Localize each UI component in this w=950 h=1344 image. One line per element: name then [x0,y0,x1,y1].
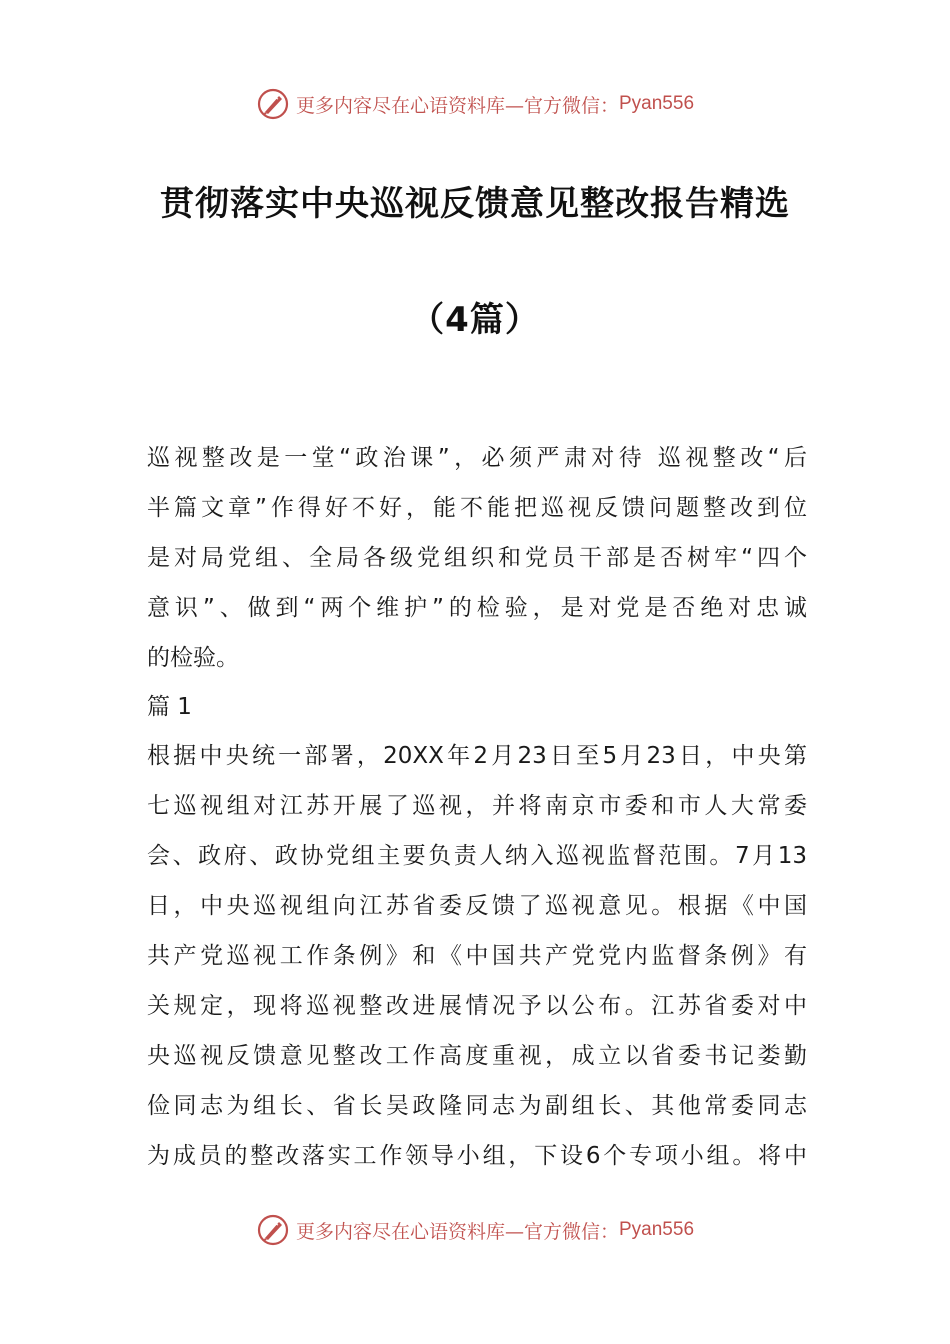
body-line: 七巡视组对江苏开展了巡视，并将南京市委和市人大常委 [147,793,807,819]
body-line: 俭同志为组长、省长吴政隆同志为副组长、其他常委同志 [147,1093,807,1119]
quill-pen-logo-icon [256,87,290,121]
intro-line: 意识”、做到“两个维护”的检验，是对党是否绝对忠诚 [147,595,807,621]
watermark-wechat-id: Pyan556 [619,93,695,114]
intro-line: 半篇文章”作得好不好，能不能把巡视反馈问题整改到位 [147,495,807,521]
watermark-text: 更多内容尽在心语资料库—官方微信： [295,94,619,117]
document-title: 贯彻落实中央巡视反馈意见整改报告精选 [160,184,790,224]
intro-line: 巡视整改是一堂“政治课”，必须严肃对待 巡视整改“后 [147,445,807,471]
body-line: 会、政府、政协党组主要负责人纳入巡视监督范围。7月13 [147,843,807,869]
document-body [147,433,807,1181]
body-line: 关规定，现将巡视整改进展情况予以公布。江苏省委对中 [147,993,807,1019]
body-line: 根据中央统一部署，20XX年2月23日至5月23日，中央第 [147,743,807,769]
header-watermark-banner [0,82,950,126]
body-line: 共产党巡视工作条例》和《中国共产党党内监督条例》有 [147,943,807,969]
section-heading: 篇 1 [147,694,192,720]
body-line: 央巡视反馈意见整改工作高度重视，成立以省委书记娄勤 [147,1043,807,1069]
intro-line: 是对局党组、全局各级党组织和党员干部是否树牢“四个 [147,545,807,571]
document-subtitle-count: （4篇） [410,300,540,340]
body-line: 日，中央巡视组向江苏省委反馈了巡视意见。根据《中国 [147,893,807,919]
quill-pen-logo-icon [256,1213,290,1247]
body-line: 为成员的整改落实工作领导小组，下设6个专项小组。将中 [147,1143,807,1169]
watermark-wechat-id: Pyan556 [619,1219,695,1240]
footer-watermark-banner [0,1208,950,1252]
intro-line: 的检验。 [147,645,239,671]
watermark-text: 更多内容尽在心语资料库—官方微信： [295,1220,619,1243]
